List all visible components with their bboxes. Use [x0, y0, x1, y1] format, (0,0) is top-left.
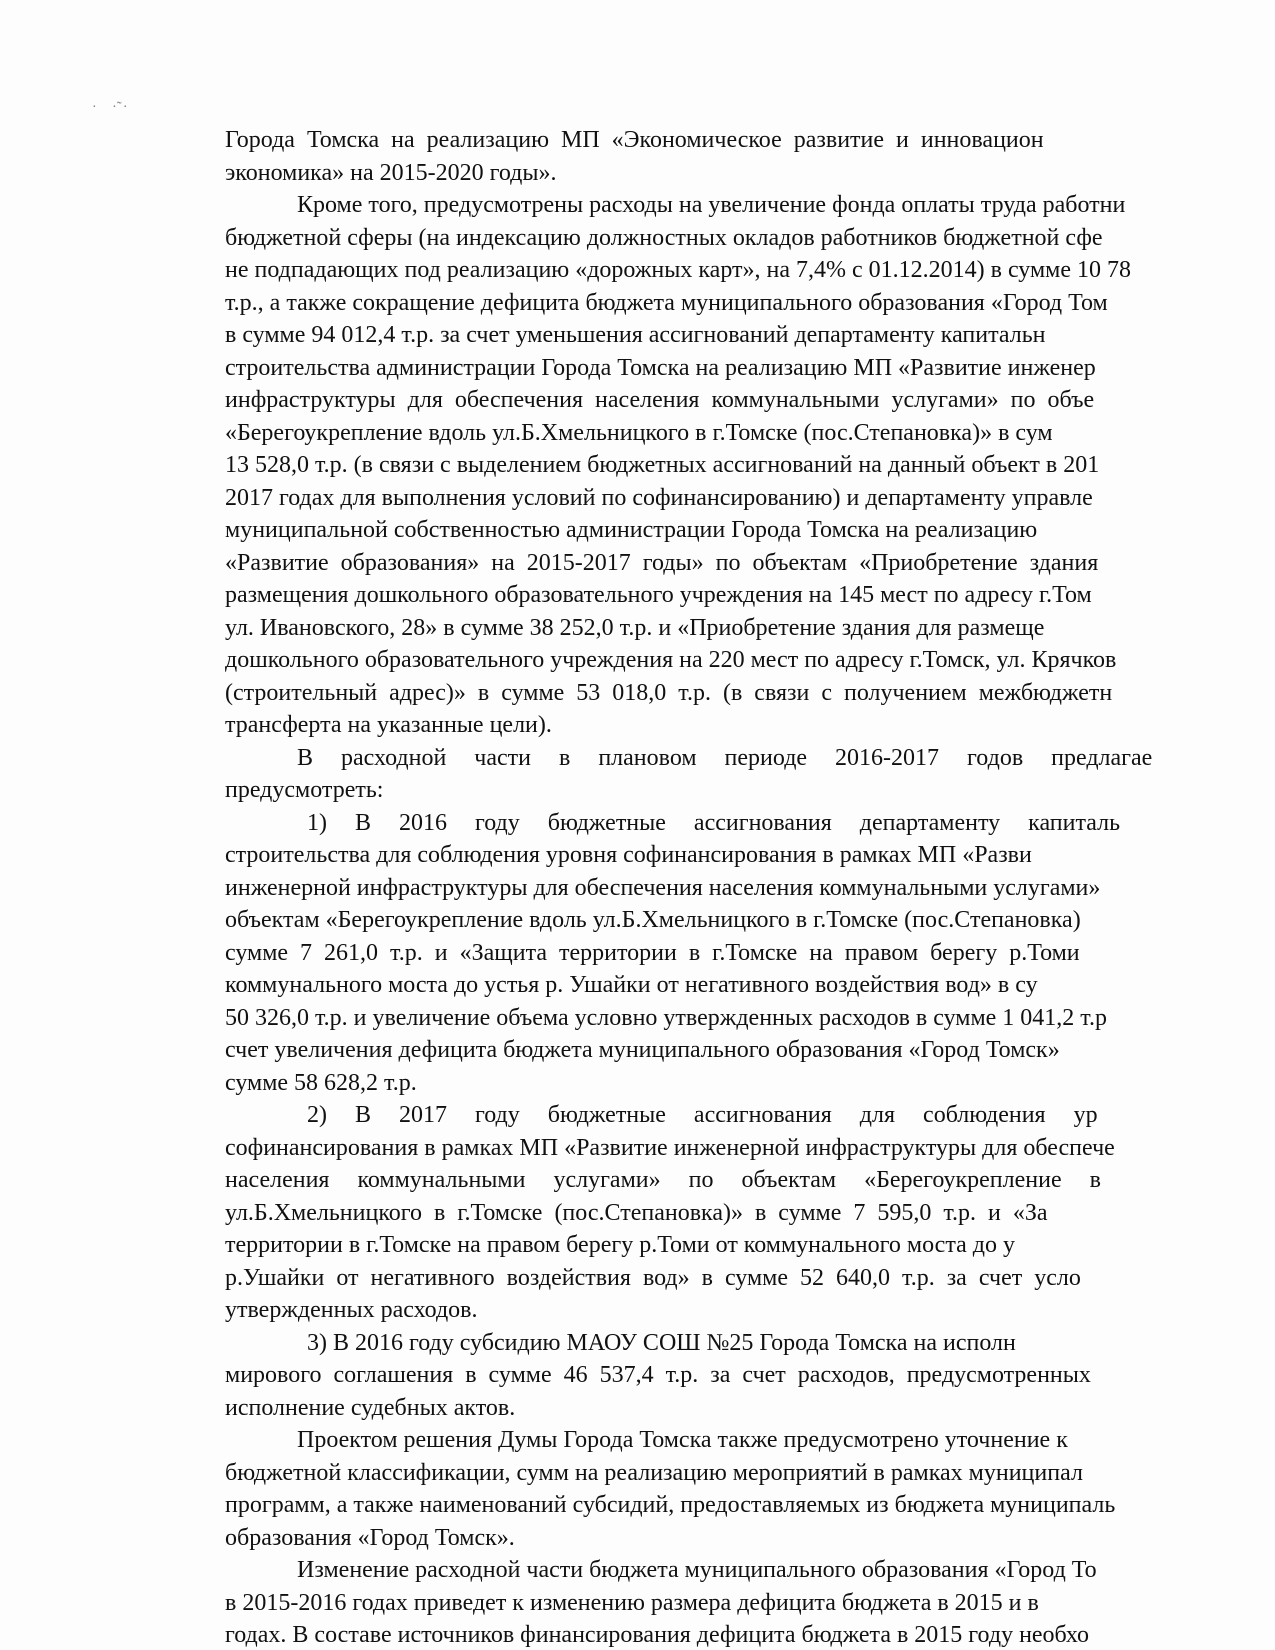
text-line: строительства для соблюдения уровня софинансирования в рамках МП «Разви [225, 842, 1032, 868]
text-line: в сумме 94 012,4 т.р. за счет уменьшения ассигнований департаменту капитальн [225, 322, 1046, 348]
text-line: бюджетной классификации, сумм на реализацию мероприятий в рамках муниципал [225, 1459, 1083, 1486]
text-line: годах. В составе источников финансирования дефицита бюджета в 2015 году необхо [225, 1622, 1089, 1648]
text-line: р.Ушайки от негативного воздействия вод» в сумме 52 640,0 т.р. за счет усло [225, 1264, 1081, 1291]
text-line: утвержденных расходов. [225, 1297, 478, 1323]
text-line: 1) В 2016 году бюджетные ассигнования департаменту капиталь [307, 809, 1121, 836]
text-line: мирового соглашения в сумме 46 537,4 т.р. за счет расходов, предусмотренных [225, 1362, 1091, 1388]
text-line: не подпадающих под реализацию «дорожных карт», на 7,4% с 01.12.2014) в сумме 10 78 [225, 257, 1132, 283]
text-line: счет увеличения дефицита бюджета муниципального образования «Город Томск» [225, 1037, 1060, 1063]
text-line: коммунального моста до устья р. Ушайки от негативного воздействия вод» в су [225, 972, 1038, 998]
text-line: 2) В 2017 году бюджетные ассигнования для соблюдения ур [307, 1102, 1098, 1128]
text-line: Проектом решения Думы Города Томска также предусмотрено уточнение к [297, 1427, 1068, 1453]
text-line: программ, а также наименований субсидий, предоставляемых из бюджета муниципаль [225, 1492, 1116, 1518]
text-line: 3) В 2016 году субсидию МАОУ СОШ №25 Города Томска на исполн [307, 1329, 1016, 1356]
scan-artifact: · ·̃· [92, 100, 134, 115]
text-line: Изменение расходной части бюджета муниципального образования «Город То [297, 1557, 1097, 1583]
text-line: софинансирования в рамках МП «Развитие инженерной инфраструктуры для обеспече [225, 1134, 1115, 1161]
text-line: муниципальной собственностью администрации Города Томска на реализацию [225, 517, 1038, 543]
text-line: дошкольного образовательного учреждения на 220 мест по адресу г.Томск, ул. Крячков [225, 647, 1117, 673]
text-line: ул.Б.Хмельницкого в г.Томске (пос.Степановка)» в сумме 7 595,0 т.р. и «За [225, 1199, 1048, 1226]
text-line: 50 326,0 т.р. и увеличение объема условно утвержденных расходов в сумме 1 041,2 т.р [225, 1004, 1107, 1031]
text-line: «Берегоукрепление вдоль ул.Б.Хмельницкого в г.Томске (пос.Степановка)» в сум [225, 419, 1053, 446]
text-line: сумме 58 628,2 т.р. [225, 1069, 417, 1096]
text-line: инфраструктуры для обеспечения населения коммунальными услугами» по объе [225, 387, 1095, 413]
text-line: сумме 7 261,0 т.р. и «Защита территории в г.Томске на правом берегу р.Томи [225, 939, 1080, 966]
text-line: исполнение судебных актов. [225, 1394, 516, 1421]
text-line: 13 528,0 т.р. (в связи с выделением бюджетных ассигнований на данный объект в 201 [225, 452, 1100, 478]
text-line: Кроме того, предусмотрены расходы на увеличение фонда оплаты труда работни [297, 192, 1126, 218]
document-body [225, 124, 1265, 1650]
text-line: образования «Город Томск». [225, 1524, 515, 1551]
text-line: строительства администрации Города Томска на реализацию МП «Развитие инженер [225, 354, 1096, 381]
text-line: В расходной части в плановом периоде 2016-2017 годов предлагае [297, 744, 1153, 771]
text-line: бюджетной сферы (на индексацию должностных окладов работников бюджетной сфе [225, 224, 1103, 251]
text-line: 2017 годах для выполнения условий по софинансированию) и департаменту управле [225, 484, 1093, 511]
text-line: Города Томска на реализацию МП «Экономическое развитие и инновацион [225, 127, 1044, 153]
text-line: объектам «Берегоукрепление вдоль ул.Б.Хмельницкого в г.Томске (пос.Степановка) [225, 907, 1081, 933]
text-line: предусмотреть: [225, 777, 384, 803]
text-line: населения коммунальными услугами» по объектам «Берегоукрепление в [225, 1167, 1101, 1193]
text-line: в 2015-2016 годах приведет к изменению размера дефицита бюджета в 2015 и в [225, 1589, 1039, 1616]
text-line: экономика» на 2015-2020 годы». [225, 159, 557, 186]
text-line: размещения дошкольного образовательного учреждения на 145 мест по адресу г.Том [225, 582, 1092, 608]
text-line: ул. Ивановского, 28» в сумме 38 252,0 т.р. и «Приобретение здания для размеще [225, 614, 1045, 641]
text-line: «Развитие образования» на 2015-2017 годы» по объектам «Приобретение здания [225, 549, 1099, 576]
text-line: трансферта на указанные цели). [225, 712, 552, 738]
text-line: (строительный адрес)» в сумме 53 018,0 т.р. (в связи с получением межбюджетн [225, 679, 1113, 706]
text-line: территории в г.Томске на правом берегу р.Томи от коммунального моста до у [225, 1232, 1015, 1258]
text-line: т.р., а также сокращение дефицита бюджета муниципального образования «Город Том [225, 289, 1108, 316]
text-line: инженерной инфраструктуры для обеспечения населения коммунальными услугами» [225, 874, 1101, 901]
